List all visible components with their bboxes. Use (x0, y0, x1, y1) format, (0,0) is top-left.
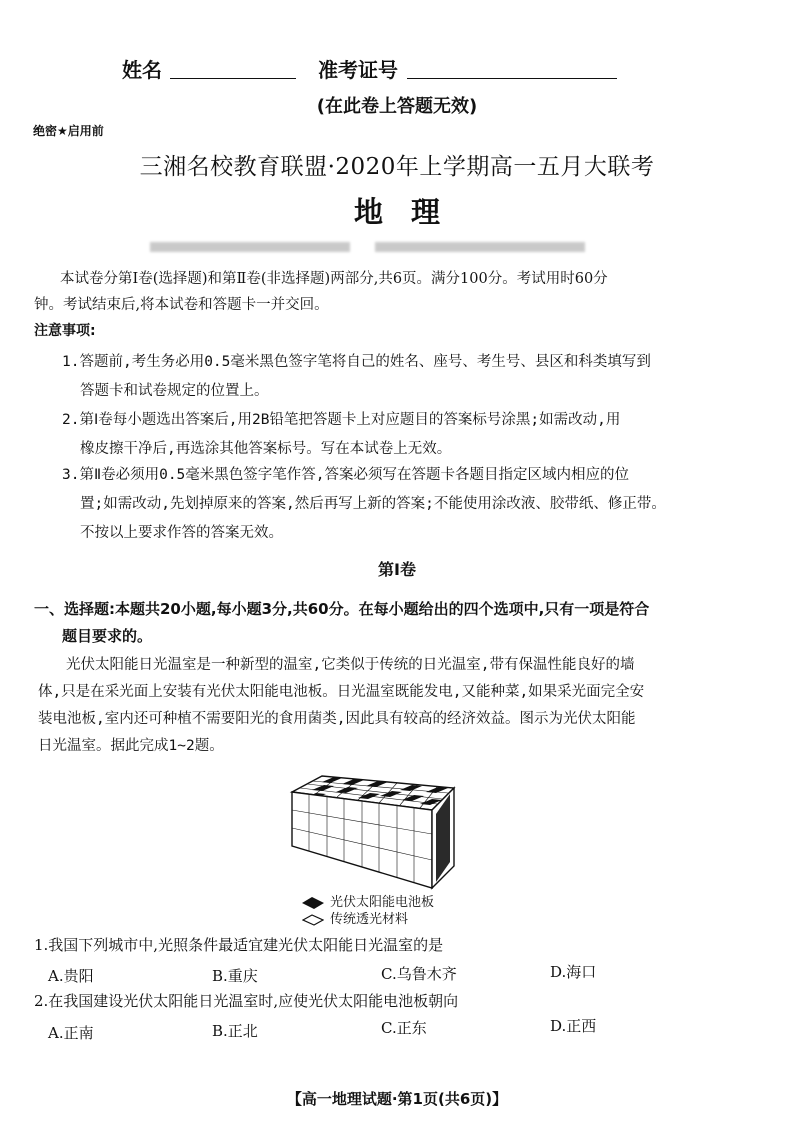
notice-line: 1.答题前,考生务必用0.5毫米黑色签字笔将自己的姓名、座号、考生号、县区和科类填写到 (62, 354, 651, 370)
candidate-info-row (0, 52, 794, 86)
notice-item-2 (62, 406, 722, 464)
passage (38, 652, 738, 760)
section-line: 题目要求的。 (62, 627, 153, 645)
question-1-option-c: C.乌鲁木齐 (381, 965, 457, 983)
intro-paragraph (34, 266, 732, 318)
question-1-option-a: A.贵阳 (48, 967, 94, 985)
question-2-option-b: B.正北 (212, 1022, 258, 1040)
passage-line: 装电池板,室内还可种植不需要阳光的食用菌类,因此具有较高的经济效益。图示为光伏太阳能 (38, 711, 636, 727)
notice-line: 橡皮擦干净后,再选涂其他答案标号。写在本试卷上无效。 (80, 441, 452, 457)
solar-panel-swatch-icon (302, 897, 324, 909)
exam-title: 三湘名校教育联盟·2020年上学期高一五月大联考 (139, 154, 655, 180)
notice-line: 3.第Ⅱ卷必须用0.5毫米黑色签字笔作答,答案必须写在答题卡各题目指定区域内相应的位 (62, 467, 630, 483)
invalid-note: (在此卷上答题无效) (316, 96, 478, 117)
name-blank (170, 78, 296, 79)
question-2-option-a: A.正南 (48, 1024, 94, 1042)
subject-title: 地理 (353, 195, 468, 229)
question-2-option-d: D.正西 (550, 1017, 597, 1035)
exam-id-label: 准考证号 (318, 58, 398, 82)
section-intro (34, 596, 764, 650)
passage-line: 光伏太阳能日光温室是一种新型的温室,它类似于传统的日光温室,带有保温性能良好的墙 (66, 657, 635, 673)
question-1-stem: 1.我国下列城市中,光照条件最适宜建光伏太阳能日光温室的是 (34, 936, 444, 954)
notice-line: 答题卡和试卷规定的位置上。 (80, 383, 269, 399)
notice-item-3 (62, 461, 722, 548)
question-2-option-c: C.正东 (381, 1019, 427, 1037)
question-1-option-d: D.海口 (550, 963, 597, 981)
notice-line: 不按以上要求作答的答案无效。 (80, 525, 283, 541)
page-footer: 【高一地理试题·第1页(共6页)】 (286, 1090, 508, 1108)
watermark-shape (150, 238, 670, 256)
legend-label: 光伏太阳能电池板 (330, 895, 435, 910)
legend-item-glass (302, 911, 434, 928)
passage-line: 日光温室。据此完成1~2题。 (38, 738, 224, 754)
notice-line: 置;如需改动,先划掉原来的答案,然后再写上新的答案;不能使用涂改液、胶带纸、修正带。 (80, 496, 666, 512)
name-label: 姓名 (122, 58, 162, 82)
passage-line: 体,只是在采光面上安装有光伏太阳能电池板。日光温室既能发电,又能种菜,如果采光面完全安 (38, 684, 645, 700)
blurred-watermark (150, 238, 670, 256)
intro-line: 钟。考试结束后,将本试卷和答题卡一并交回。 (34, 297, 329, 313)
exam-id-blank (407, 78, 617, 79)
question-1-option-b: B.重庆 (212, 967, 258, 985)
legend-label: 传统透光材料 (330, 912, 409, 927)
part-title: 第Ⅰ卷 (378, 560, 416, 579)
figure-legend (302, 894, 434, 928)
notice-title: 注意事项: (34, 323, 96, 339)
notice-item-1 (62, 348, 722, 406)
greenhouse-figure (282, 770, 472, 894)
legend-item-panel (302, 894, 434, 911)
notice-line: 2.第Ⅰ卷每小题选出答案后,用2B铅笔把答题卡上对应题目的答案标号涂黑;如需改动,用 (62, 412, 621, 428)
greenhouse-drawing (282, 770, 472, 894)
secret-mark: 绝密★启用前 (33, 124, 104, 138)
glass-swatch-icon (302, 914, 324, 926)
intro-line: 本试卷分第Ⅰ卷(选择题)和第Ⅱ卷(非选择题)两部分,共6页。满分100分。考试用时60分 (60, 271, 608, 287)
section-line: 一、选择题:本题共20小题,每小题3分,共60分。在每小题给出的四个选项中,只有一项是符合 (34, 600, 650, 618)
question-2-stem: 2.在我国建设光伏太阳能日光温室时,应使光伏太阳能电池板朝向 (34, 992, 459, 1010)
